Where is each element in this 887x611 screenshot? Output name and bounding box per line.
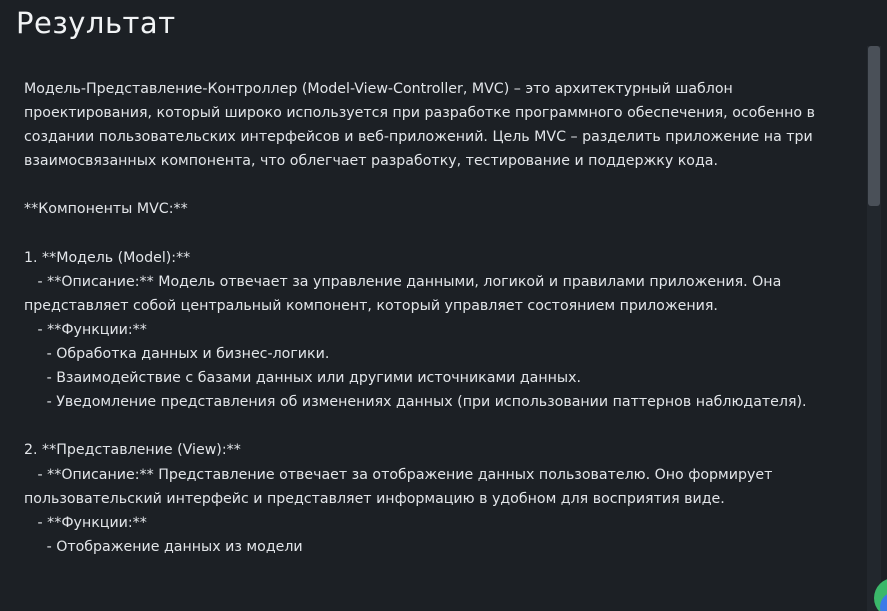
page-title: Результат [16, 6, 176, 40]
output-text: Модель-Представление-Контроллер (Model-View-Controller, MVC) – это архитектурный шаблон проектирования, который широко используется при разработке программного обеспечения, особенно в создании пользовательских интерфейсов и веб-приложений. Цель MVC – разделить приложение на три взаимосвязанных компонента, что облегчает разработку, тестирование и поддержку кода. **Компоненты MVC:** 1. **Модель (Model):** - **Описание:** Модель отвечает за управление данными, логикой и правилами приложения. Она представляет собой центральный компонент, который управляет состоянием приложения. - **Функции:** - Обработка данных и бизнес-логики. - Взаимодействие с базами данных или другими источниками данных. - Уведомление представления об изменениях данных (при использовании паттернов наблюдателя). 2. **Представление (View):** - **Описание:** Представление отвечает за отображение данных пользователю. Оно формирует пользовательский интерфейс и представляет информацию в удобном для восприятия виде. - **Функции:** - Отображение данных из модели [24, 81, 815, 555]
assistant-icon [880, 592, 887, 611]
scrollbar-thumb[interactable] [868, 46, 880, 206]
output-area[interactable] [0, 58, 866, 598]
vertical-scrollbar[interactable] [867, 46, 881, 611]
